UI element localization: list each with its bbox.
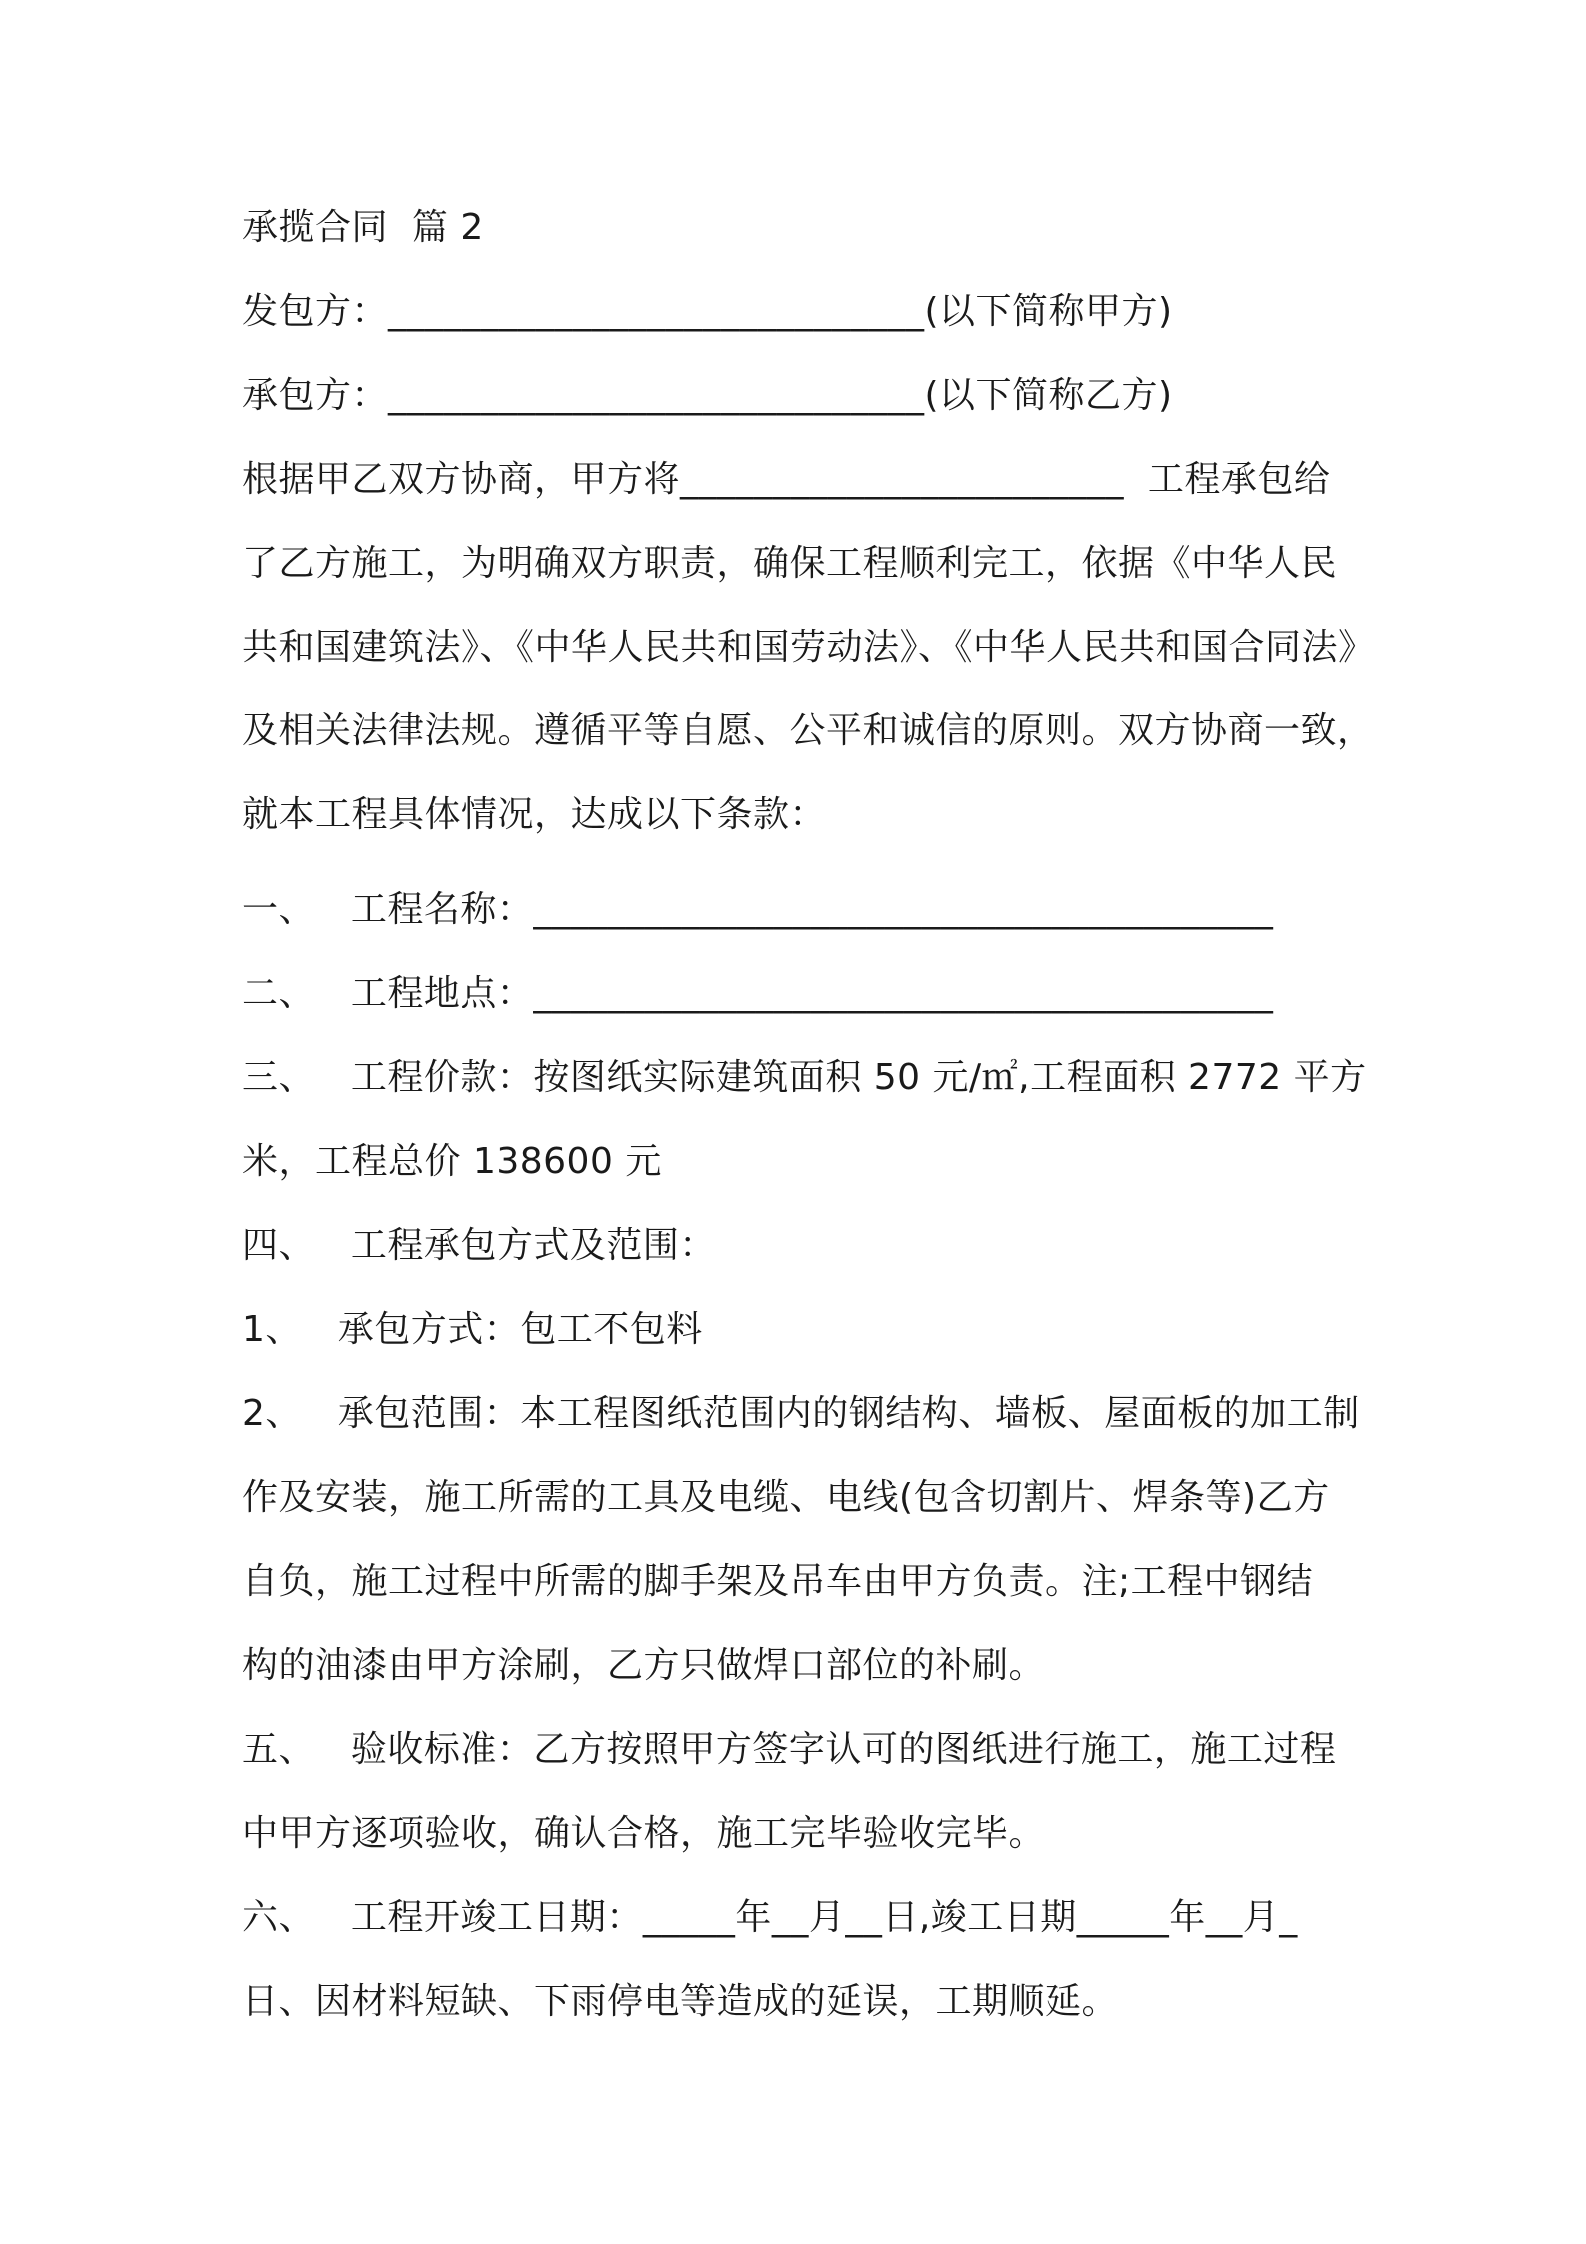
clause-4-item-2-line-4: 构的油漆由甲方涂刷，乙方只做焊口部位的补刷。 — [242, 1645, 1046, 1686]
document-title: 承揽合同 篇 2 — [242, 207, 484, 248]
clause-4-heading: 四、 工程承包方式及范围： — [242, 1225, 716, 1266]
clause-5-line-1: 五、 验收标准：乙方按照甲方签字认可的图纸进行施工，施工过程 — [242, 1729, 1337, 1770]
clause-5-line-2: 中甲方逐项验收，确认合格，施工完毕验收完毕。 — [242, 1813, 1046, 1854]
clause-4-item-1: 1、 承包方式：包工不包料 — [242, 1309, 703, 1350]
clause-4-item-2-line-2: 作及安装，施工所需的工具及电缆、电线(包含切割片、焊条等)乙方 — [242, 1477, 1330, 1518]
party-b-line: 承包方：_____________________________(以下简称乙方) — [242, 375, 1173, 416]
party-a-line: 发包方：_____________________________(以下简称甲方) — [242, 291, 1173, 332]
preamble-line-1: 根据甲乙双方协商，甲方将________________________ 工程承包给 — [242, 459, 1331, 500]
clause-6-line-2: 日、因材料短缺、下雨停电等造成的延误，工期顺延。 — [242, 1981, 1119, 2022]
clause-3-price-line-1: 三、 工程价款：按图纸实际建筑面积 50 元/㎡,工程面积 2772 平方 — [242, 1057, 1367, 1098]
preamble-line-2: 了乙方施工，为明确双方职责，确保工程顺利完工，依据《中华人民 — [242, 543, 1338, 584]
clause-3-price-line-2: 米，工程总价 138600 元 — [242, 1141, 662, 1182]
clause-1-project-name: 一、 工程名称：________________________________________ — [242, 889, 1274, 930]
clause-4-item-2-line-1: 2、 承包范围：本工程图纸范围内的钢结构、墙板、屋面板的加工制 — [242, 1393, 1360, 1434]
clause-6-line-1: 六、 工程开竣工日期：_____年__月__日,竣工日期_____年__月_ — [242, 1897, 1298, 1938]
preamble-line-4: 及相关法律法规。遵循平等自愿、公平和诚信的原则。双方协商一致， — [242, 710, 1374, 751]
clause-4-item-2-line-3: 自负，施工过程中所需的脚手架及吊车由甲方负责。注;工程中钢结 — [242, 1561, 1314, 1602]
preamble-line-3: 共和国建筑法》、《中华人民共和国劳动法》、《中华人民共和国合同法》 — [242, 627, 1375, 668]
preamble-line-5: 就本工程具体情况，达成以下条款： — [242, 794, 827, 835]
clause-2-project-site: 二、 工程地点：________________________________________ — [242, 973, 1274, 1014]
